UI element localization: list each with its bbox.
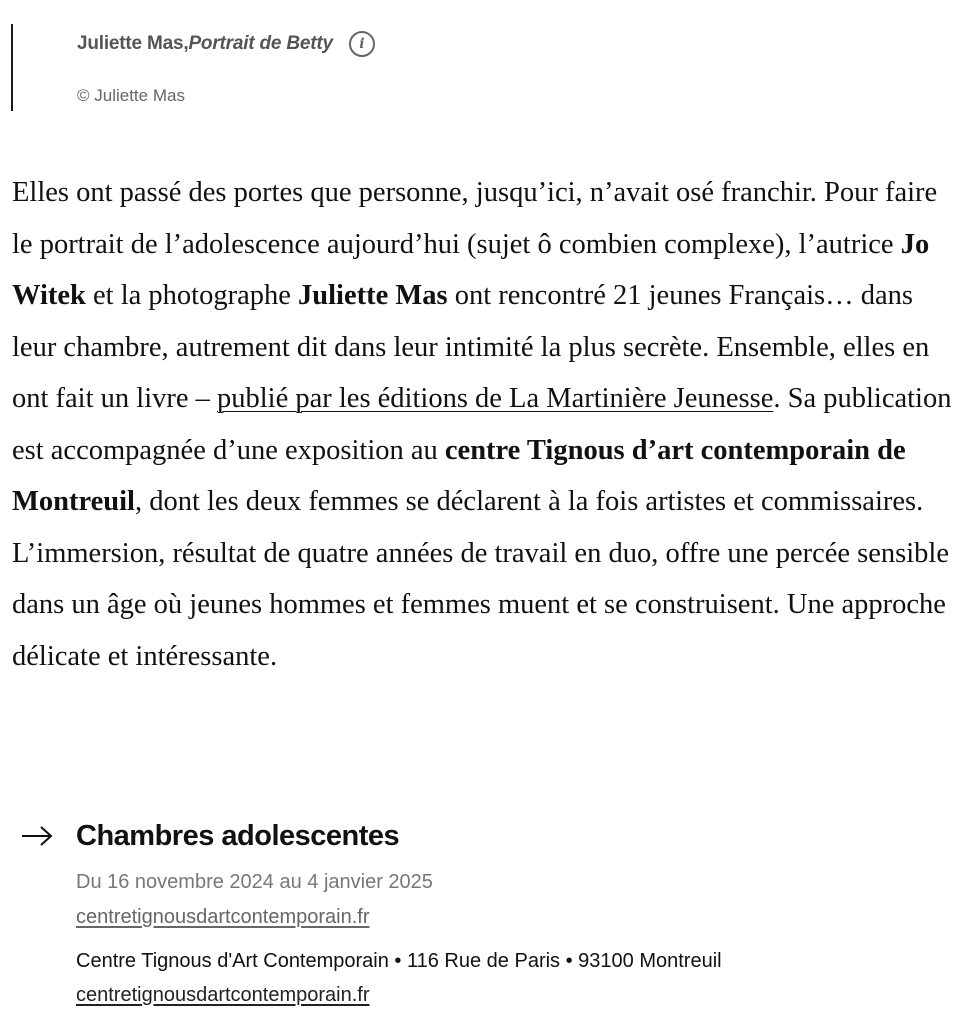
caption-artist: Juliette Mas,	[77, 33, 189, 54]
event-title: Chambres adolescentes	[76, 819, 400, 852]
event-info	[20, 814, 950, 1006]
image-caption	[11, 24, 513, 111]
event-dates: Du 16 novembre 2024 au 4 janvier 2025	[76, 871, 433, 893]
article-paragraph: Elles ont passé des portes que personne, jusqu’ici, n’avait osé franchir. Pour faire le portrait de l’adolescence aujourd’hui (sujet ô combien complexe), l’autrice Jo Witek et la photographe Juliette Mas ont rencontré 21 jeunes Français… dans leur chambre, autrement dit dans leur intimité la plus secrète. Ensemble, elles en ont fait un livre – publié par les éditions de La Martinière Jeunesse. Sa publication est accompagnée d’une exposition au centre Tignous d’art contemporain de Montreuil, dont les deux femmes se déclarent à la fois artistes et commissaires. L’immersion, résultat de quatre années de travail en duo, offre une percée sensible dans un âge où jeunes hommes et femmes muent et se construisent. Une approche délicate et intéressante.	[12, 177, 952, 672]
arrow-right-icon	[20, 824, 54, 848]
venue-website-link[interactable]: centretignousdartcontemporain.fr	[76, 984, 370, 1006]
photographer-name: Juliette Mas	[298, 280, 448, 311]
caption-work-title: Portrait de Betty	[188, 33, 333, 54]
caption-title	[77, 31, 375, 57]
venue-name: centre Tignous d’art contemporain de Montreuil	[12, 434, 906, 517]
photo-credit: © Juliette Mas	[77, 86, 185, 105]
author-name: Jo Witek	[12, 228, 930, 311]
info-icon[interactable]: i	[349, 31, 375, 57]
event-address: Centre Tignous d'Art Contemporain • 116 Rue de Paris • 93100 Montreuil	[76, 950, 722, 972]
publisher-link[interactable]: publié par les éditions de La Martinière Jeunesse	[217, 383, 774, 414]
event-website-link[interactable]: centretignousdartcontemporain.fr	[76, 906, 370, 928]
